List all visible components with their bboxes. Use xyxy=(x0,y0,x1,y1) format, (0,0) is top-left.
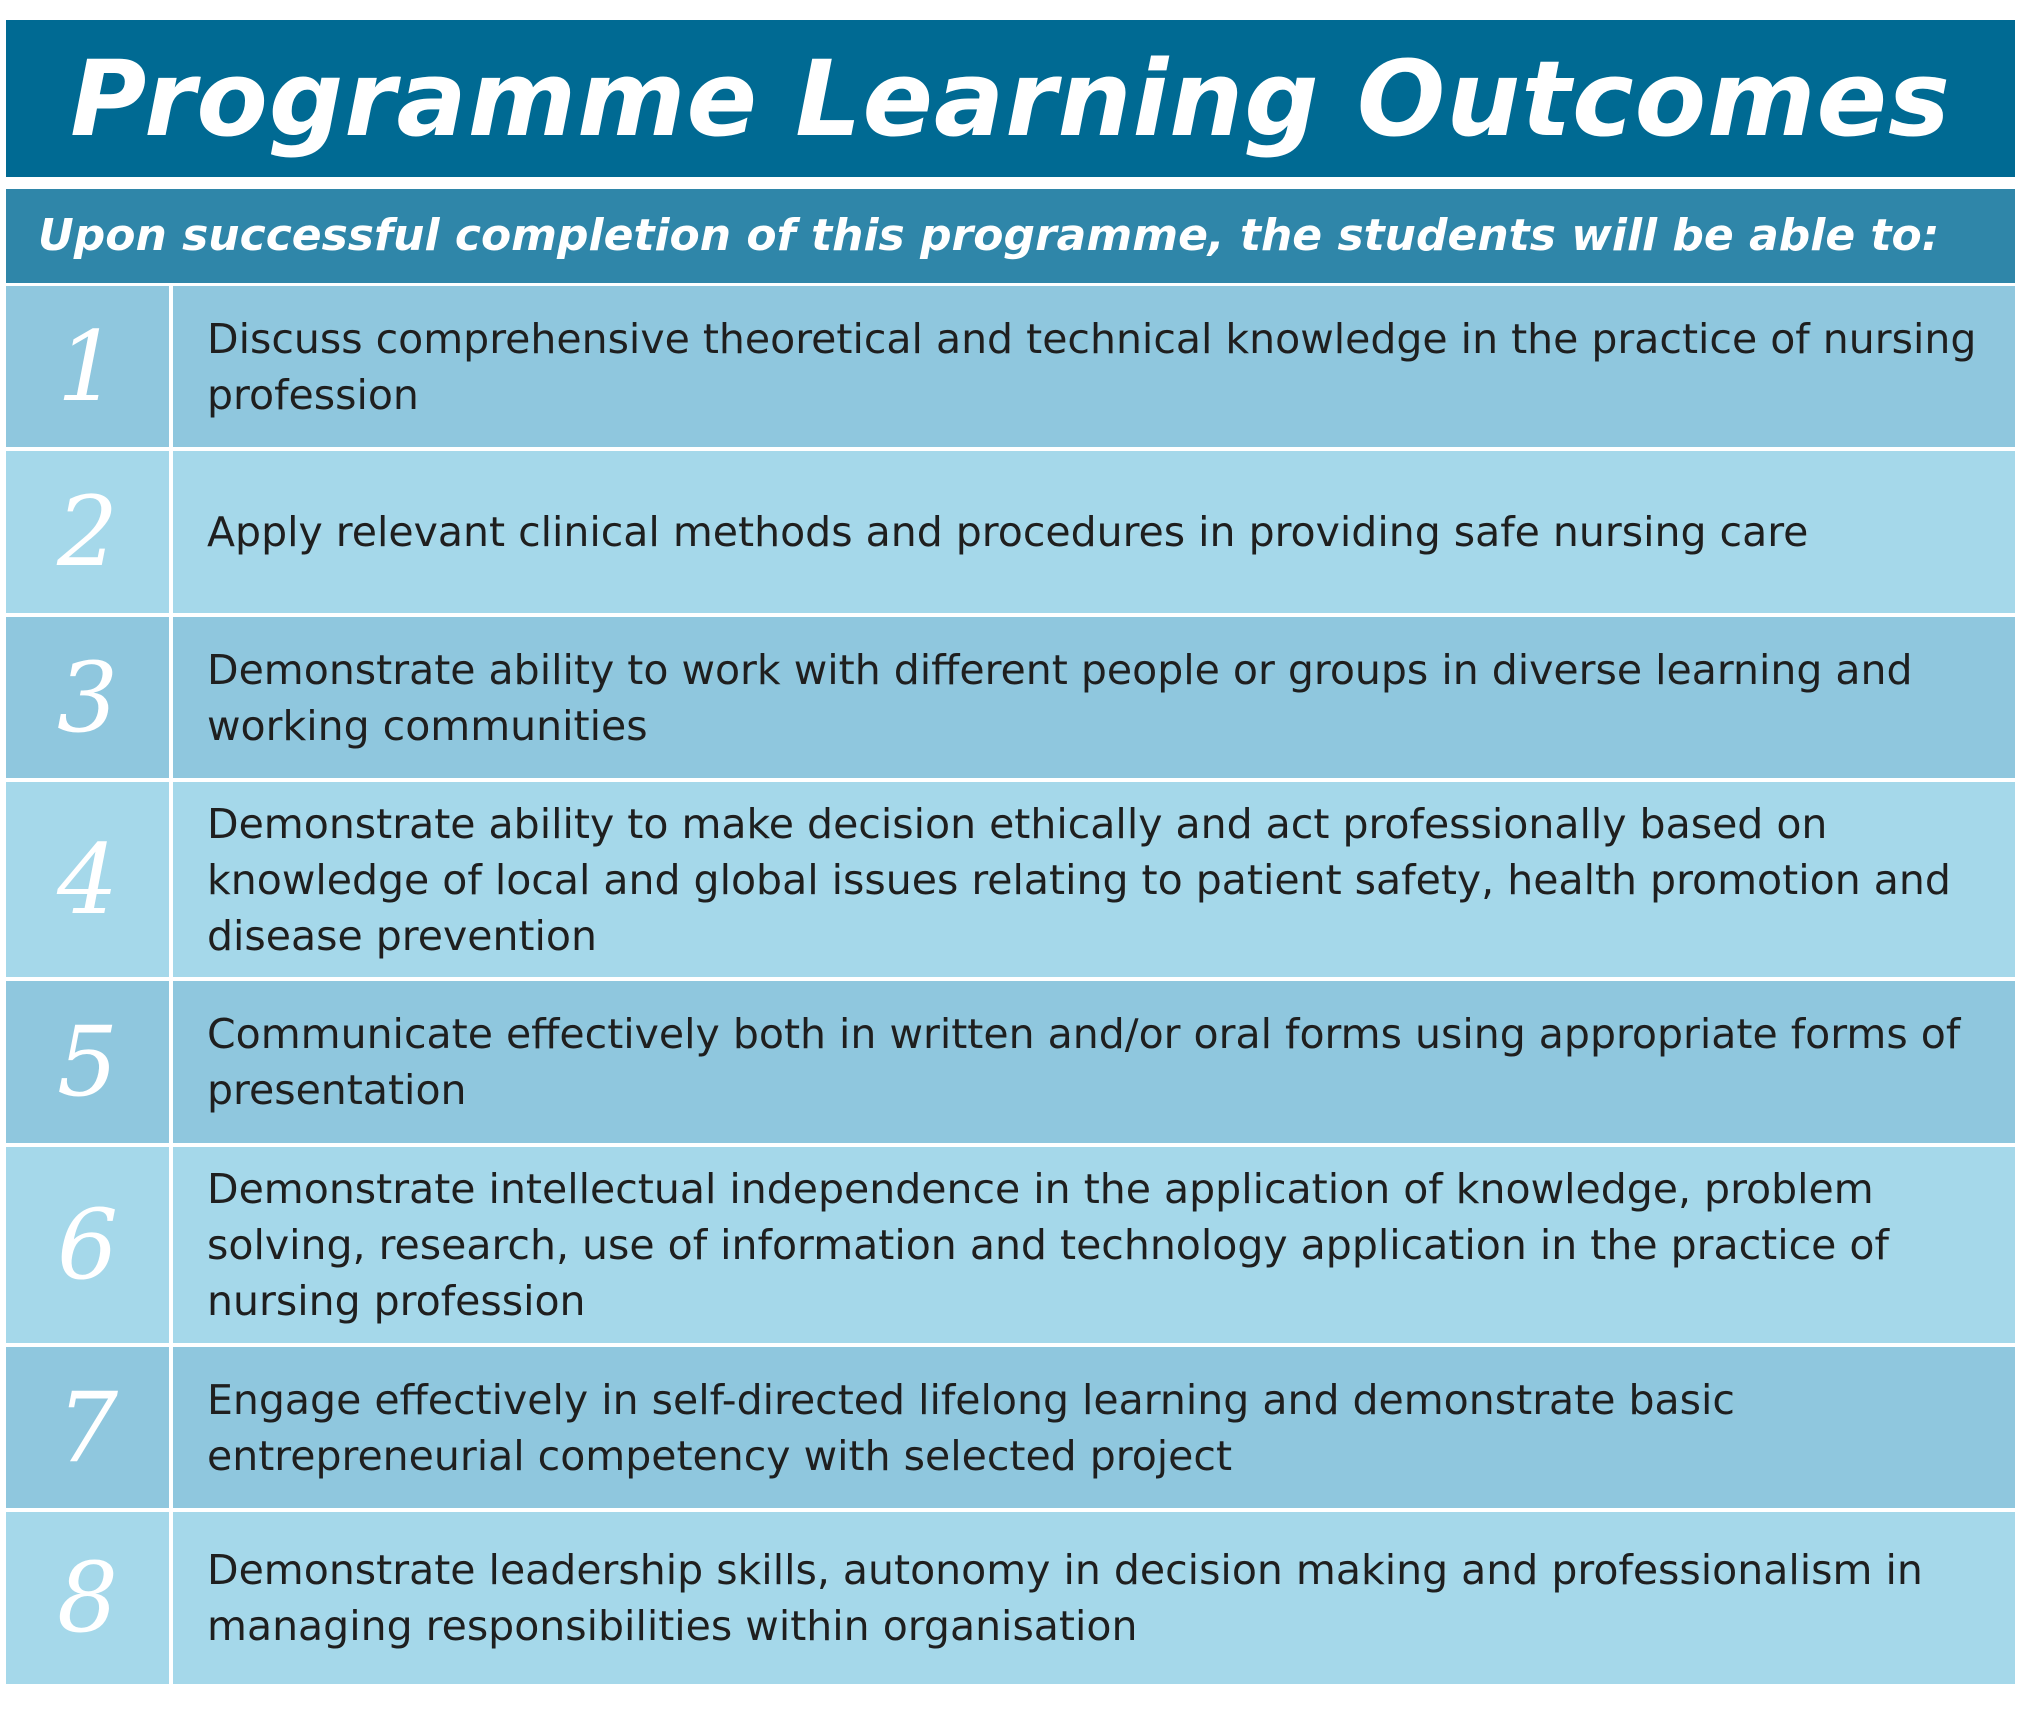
outcome-text-cell xyxy=(173,981,2015,1143)
outcome-row xyxy=(6,451,2015,613)
outcome-text: Demonstrate leadership skills, autonomy in decision making and professionalism in managing responsibilities within organisation xyxy=(207,1546,1923,1650)
outcome-number: 1 xyxy=(56,310,119,423)
outcome-text: Demonstrate ability to make decision ethically and act professionally based on knowledge of local and global issues relating to patient safety, health promotion and disease prevention xyxy=(207,799,1951,960)
title-bar xyxy=(6,20,2015,177)
outcome-number: 2 xyxy=(56,476,119,588)
outcome-row xyxy=(6,1347,2015,1508)
subtitle-bar xyxy=(6,189,2015,283)
outcome-text-cell xyxy=(173,1347,2015,1508)
outcome-text: Demonstrate intellectual independence in the application of knowledge, problem solving, research, use of information and technology application in the practice of nursing profession xyxy=(207,1165,1889,1325)
outcome-row xyxy=(6,981,2015,1143)
outcome-number: 3 xyxy=(56,641,119,754)
outcome-number-cell xyxy=(6,1147,169,1343)
intro-statement: Upon successful completion of this programme, the students will be able to: xyxy=(38,210,1940,261)
page-title: Programme Learning Outcomes xyxy=(70,37,1951,160)
learning-outcomes-sheet xyxy=(6,20,2015,1684)
outcome-number: 8 xyxy=(56,1542,119,1654)
outcome-row xyxy=(6,1512,2015,1684)
outcome-number-cell xyxy=(6,617,169,778)
outcome-number: 6 xyxy=(56,1189,119,1301)
outcome-number: 7 xyxy=(56,1371,119,1484)
outcome-row xyxy=(6,286,2015,447)
outcome-number: 4 xyxy=(56,823,119,936)
outcome-text-cell xyxy=(173,782,2015,977)
outcome-number-cell xyxy=(6,981,169,1143)
outcome-text: Apply relevant clinical methods and procedures in providing safe nursing care xyxy=(207,508,1809,556)
outcome-text-cell xyxy=(173,1147,2015,1343)
outcome-number-cell xyxy=(6,451,169,613)
outcome-text-cell xyxy=(173,1512,2015,1684)
outcome-number-cell xyxy=(6,1347,169,1508)
outcomes-table xyxy=(6,286,2015,1684)
outcome-number-cell xyxy=(6,286,169,447)
outcome-text-cell xyxy=(173,286,2015,447)
outcome-row xyxy=(6,782,2015,977)
outcome-number-cell xyxy=(6,1512,169,1684)
outcome-text: Engage effectively in self-directed lifelong learning and demonstrate basic entrepreneurial competency with selected project xyxy=(207,1375,1735,1480)
outcome-text: Discuss comprehensive theoretical and technical knowledge in the practice of nursing profession xyxy=(207,314,1977,419)
outcome-text: Communicate effectively both in written and/or oral forms using appropriate forms of presentation xyxy=(207,1010,1961,1114)
outcome-number: 5 xyxy=(56,1006,119,1118)
outcome-text-cell xyxy=(173,451,2015,613)
outcome-row xyxy=(6,1147,2015,1343)
outcome-number-cell xyxy=(6,782,169,977)
outcome-row xyxy=(6,617,2015,778)
outcome-text: Demonstrate ability to work with different people or groups in diverse learning and working communities xyxy=(207,645,1913,750)
outcome-text-cell xyxy=(173,617,2015,778)
